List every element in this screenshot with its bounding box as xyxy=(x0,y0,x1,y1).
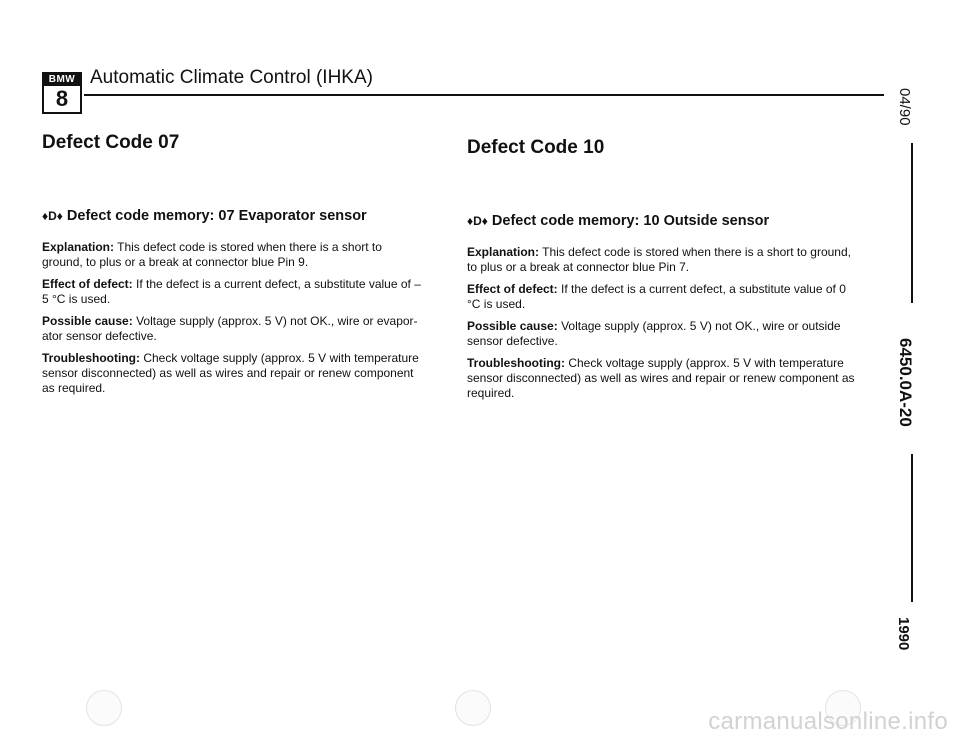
paragraph-text: If the defect is a current defect, a substitute value of –5 °C is used. xyxy=(42,277,421,306)
watermark: carmanualsonline.info xyxy=(708,708,948,735)
cause-paragraph xyxy=(467,319,857,349)
paragraph-label: Possible cause: xyxy=(42,314,133,328)
effect-paragraph xyxy=(42,277,422,307)
diamond-d-icon: ♦D♦ xyxy=(42,209,63,223)
section-heading: Defect Code 07 xyxy=(42,132,180,153)
bmw-logo xyxy=(42,72,82,114)
logo-series-number: 8 xyxy=(55,86,69,111)
paragraph-label: Effect of defect: xyxy=(42,277,133,291)
scan-punch-hole xyxy=(455,690,491,726)
paragraph-text: If the defect is a current defect, a substitute value of 0 °C is used. xyxy=(467,282,846,311)
paragraph-label: Explanation: xyxy=(467,245,540,259)
paragraph-label: Troubleshooting: xyxy=(42,351,140,365)
paragraph-text: Check voltage supply (approx. 5 V with temperature sensor disconnected) as well as wires and repair or renew component as required. xyxy=(42,351,419,395)
paragraph-text: Check voltage supply (approx. 5 V with temperature sensor disconnected) as well as wires and repair or renew component as required. xyxy=(467,356,855,400)
effect-paragraph xyxy=(467,282,857,312)
header-divider xyxy=(84,94,884,96)
paragraph-label: Possible cause: xyxy=(467,319,558,333)
paragraph-text: Voltage supply (approx. 5 V) not OK., wire or outside sensor defective. xyxy=(467,319,841,348)
defect-code-07-section xyxy=(42,130,422,403)
defect-code-10-section xyxy=(467,135,857,408)
paragraph-text: This defect code is stored when there is a short to ground, to plus or a break at connector blue Pin 9. xyxy=(42,240,382,269)
section-heading: Defect Code 10 xyxy=(467,137,605,158)
revision-date: 04/90 xyxy=(896,88,913,126)
scan-punch-hole xyxy=(86,690,122,726)
defect-memory-title: Defect code memory: 07 Evaporator sensor xyxy=(66,208,367,224)
defect-memory-title: Defect code memory: 10 Outside sensor xyxy=(491,213,770,229)
logo-brand-text: BMW xyxy=(44,74,80,86)
paragraph-text: Voltage supply (approx. 5 V) not OK., wire or evapor-ator sensor defective. xyxy=(42,314,418,343)
troubleshooting-paragraph xyxy=(42,351,422,396)
paragraph-label: Explanation: xyxy=(42,240,115,254)
diamond-d-icon: ♦D♦ xyxy=(467,214,488,228)
side-divider-line xyxy=(911,454,913,602)
document-code: 6450.0A-20 xyxy=(896,338,915,427)
revision-year: 1990 xyxy=(895,617,912,651)
troubleshooting-paragraph xyxy=(467,356,857,401)
paragraph-label: Troubleshooting: xyxy=(467,356,565,370)
explanation-paragraph xyxy=(42,240,422,270)
defect-memory-heading xyxy=(467,211,857,231)
defect-memory-heading xyxy=(42,206,422,226)
paragraph-label: Effect of defect: xyxy=(467,282,558,296)
paragraph-text: This defect code is stored when there is a short to ground, to plus or a break at connector blue Pin 7. xyxy=(467,245,851,274)
cause-paragraph xyxy=(42,314,422,344)
side-divider-line xyxy=(911,143,913,303)
page-title: Automatic Climate Control (IHKA) xyxy=(90,67,373,88)
explanation-paragraph xyxy=(467,245,857,275)
